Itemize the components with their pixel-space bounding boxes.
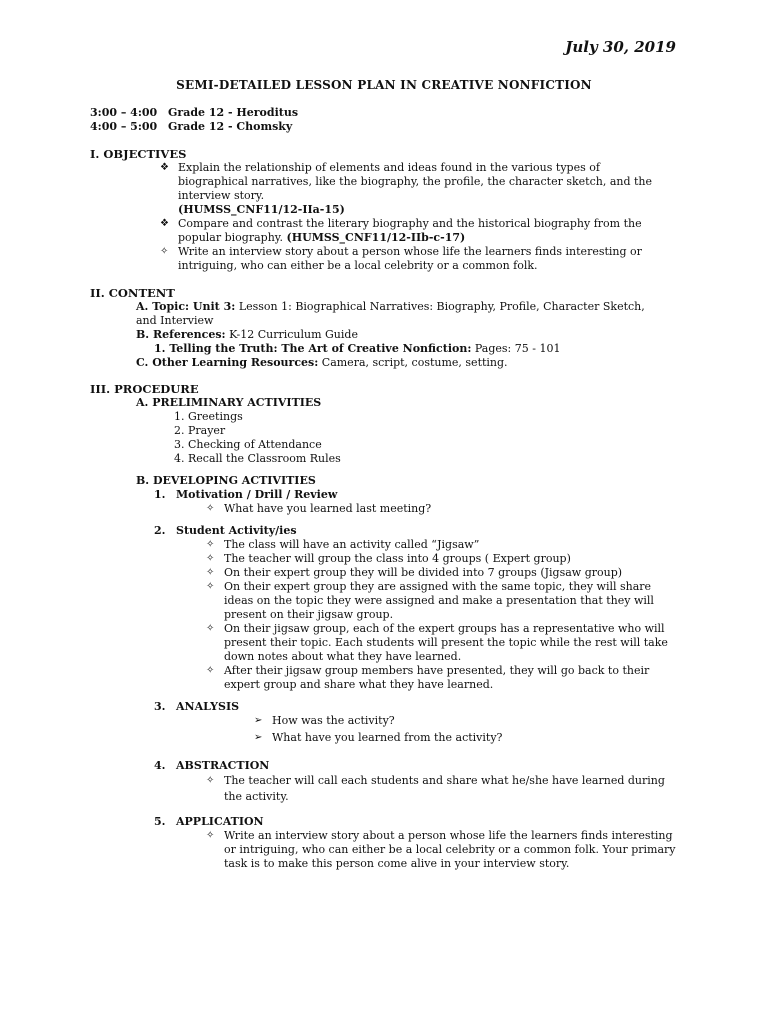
prelim-item: 4. Recall the Classroom Rules bbox=[174, 452, 341, 465]
prelim-item: 3. Checking of Attendance bbox=[174, 438, 322, 451]
star-bullet-icon: ✧ bbox=[206, 665, 215, 676]
star-bullet-icon: ✧ bbox=[206, 503, 215, 514]
abstraction-heading: 4. ABSTRACTION bbox=[154, 759, 270, 772]
document-title: SEMI-DETAILED LESSON PLAN IN CREATIVE NONFICTION bbox=[176, 78, 592, 92]
arrow-bullet-icon: ➢ bbox=[254, 732, 263, 743]
book-line: 1. Telling the Truth: The Art of Creative Nonfiction: Pages: 75 - 101 bbox=[154, 342, 561, 355]
references-line: B. References: K-12 Curriculum Guide bbox=[136, 328, 358, 341]
list-item: ✧ Write an interview story about a person whose life the learners finds interesting or intriguing, who can either be a local celebrity or a common folk. Your primary task is to make this person come alive in your interview story. bbox=[206, 829, 676, 870]
objective-item: ❖ Compare and contrast the literary biography and the historical biography from the popular biography. (HUMSS_CNF11/12-IIb-c-17) bbox=[160, 217, 642, 244]
star-bullet-icon: ✧ bbox=[206, 567, 215, 578]
objectives-section bbox=[90, 147, 690, 273]
diamond-bullet-icon: ❖ bbox=[160, 162, 169, 173]
star-bullet-icon: ✧ bbox=[206, 830, 215, 841]
diamond-bullet-icon: ✧ bbox=[160, 246, 169, 257]
prelim-item: 1. Greetings bbox=[174, 410, 243, 423]
objectives-heading: I. OBJECTIVES bbox=[90, 147, 187, 161]
list-item: ✧ The teacher will group the class into 4 groups ( Expert group) bbox=[206, 552, 571, 565]
motivation-heading: 1. Motivation / Drill / Review bbox=[154, 488, 338, 501]
list-item: ✧ What have you learned last meeting? bbox=[206, 502, 432, 515]
list-item: ✧ On their expert group they are assigned with the same topic, they will share ideas on the topic they were assigned and make a presentation that they will present on their jigsaw group. bbox=[206, 580, 654, 621]
schedule-class: Grade 12 - Heroditus bbox=[168, 106, 299, 119]
star-bullet-icon: ✧ bbox=[206, 553, 215, 564]
list-item: ✧ On their expert group they will be divided into 7 groups (Jigsaw group) bbox=[206, 566, 623, 579]
schedule-row bbox=[90, 120, 690, 134]
schedule-time: 3:00 – 4:00 bbox=[90, 106, 158, 119]
schedule bbox=[90, 106, 690, 134]
content-heading: II. CONTENT bbox=[90, 286, 175, 300]
document-date: July 30, 2019 bbox=[565, 38, 676, 56]
procedure-heading: III. PROCEDURE bbox=[90, 382, 199, 396]
schedule-class: Grade 12 - Chomsky bbox=[168, 120, 293, 133]
content-section bbox=[90, 286, 690, 370]
competency-code: (HUMSS_CNF11/12-IIb-c-17) bbox=[286, 231, 466, 244]
prelim-item: 2. Prayer bbox=[174, 424, 226, 437]
schedule-row bbox=[90, 106, 690, 120]
procedure-section bbox=[90, 382, 690, 871]
developing-heading: B. DEVELOPING ACTIVITIES bbox=[136, 474, 316, 487]
application-heading: 5. APPLICATION bbox=[154, 815, 264, 828]
list-item: ➢ What have you learned from the activity? bbox=[254, 731, 503, 744]
list-item: ➢ How was the activity? bbox=[254, 714, 395, 727]
star-bullet-icon: ✧ bbox=[206, 539, 215, 550]
arrow-bullet-icon: ➢ bbox=[254, 715, 263, 726]
objective-item: ✧ Write an interview story about a person whose life the learners finds interesting or intriguing, who can either be a local celebrity or a common folk. bbox=[160, 245, 642, 272]
student-activity-heading: 2. Student Activity/ies bbox=[154, 524, 297, 537]
schedule-time: 4:00 – 5:00 bbox=[90, 120, 158, 133]
analysis-heading: 3. ANALYSIS bbox=[154, 700, 240, 713]
star-bullet-icon: ✧ bbox=[206, 581, 215, 592]
competency-code: (HUMSS_CNF11/12-IIa-15) bbox=[178, 203, 345, 216]
list-item: ✧ After their jigsaw group members have presented, they will go back to their expert group and share what they have learned. bbox=[206, 664, 650, 691]
topic-line: A. Topic: Unit 3: Lesson 1: Biographical Narratives: Biography, Profile, Character Sketch, and Interview bbox=[136, 300, 645, 327]
diamond-bullet-icon: ❖ bbox=[160, 218, 169, 229]
star-bullet-icon: ✧ bbox=[206, 775, 215, 786]
prelim-heading: A. PRELIMINARY ACTIVITIES bbox=[136, 396, 322, 409]
list-item: ✧ The class will have an activity called “Jigsaw” bbox=[206, 538, 480, 551]
other-resources-line: C. Other Learning Resources: Camera, script, costume, setting. bbox=[136, 356, 508, 369]
list-item: ✧ On their jigsaw group, each of the expert groups has a representative who will present their topic. Each students will present the topic while the rest will take down notes about what they have learned. bbox=[206, 622, 668, 663]
list-item: ✧ The teacher will call each students and share what he/she have learned during the activity. bbox=[206, 774, 665, 803]
objective-item: ❖ Explain the relationship of elements and ideas found in the various types of biographical narratives, like the biography, the profile, the character sketch, and the interview story. (HUMSS_CNF11/12-IIa-15) bbox=[160, 161, 653, 216]
star-bullet-icon: ✧ bbox=[206, 623, 215, 634]
